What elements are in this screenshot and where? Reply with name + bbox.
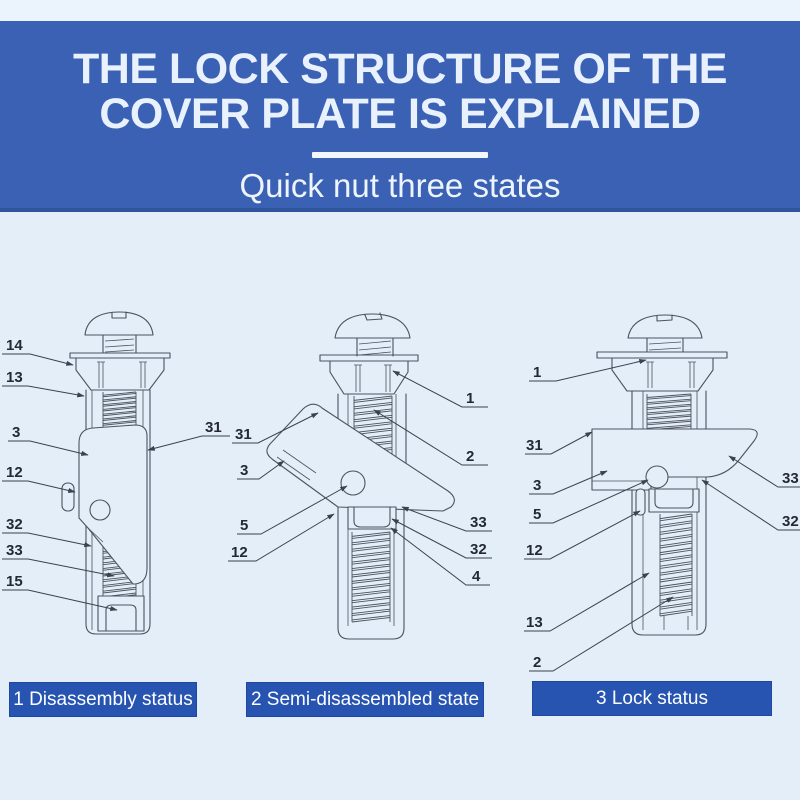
callout-label: 1 bbox=[466, 390, 475, 407]
page-title-line1: THE LOCK STRUCTURE OF THE bbox=[73, 45, 727, 93]
flange bbox=[76, 358, 164, 390]
page-subtitle: Quick nut three states bbox=[239, 167, 561, 205]
callout-label: 1 bbox=[533, 364, 542, 381]
page-title-line2: COVER PLATE IS EXPLAINED bbox=[99, 90, 701, 139]
pivot-hole bbox=[341, 471, 365, 495]
callout-label: 5 bbox=[533, 506, 542, 523]
diagram-lock-status bbox=[524, 315, 800, 671]
washer bbox=[320, 355, 418, 361]
diagram-semi-disassembled bbox=[228, 313, 492, 639]
callout-label: 12 bbox=[526, 542, 543, 559]
callout-label: 2 bbox=[533, 654, 542, 671]
callout-label: 5 bbox=[240, 517, 249, 534]
caption-text: 3 Lock status bbox=[596, 687, 708, 709]
pivot-hole bbox=[646, 466, 668, 488]
callout-label: 3 bbox=[12, 424, 21, 441]
caption-disassembly-status bbox=[9, 682, 197, 717]
screw-head bbox=[335, 313, 410, 338]
latch-pin bbox=[62, 483, 74, 511]
callout-label: 3 bbox=[240, 462, 249, 479]
callout-label: 31 bbox=[526, 437, 543, 454]
leader-line bbox=[148, 436, 230, 450]
callout-label: 31 bbox=[235, 426, 252, 443]
callout-label: 12 bbox=[231, 544, 248, 561]
screw-head bbox=[628, 315, 702, 338]
diagram-disassembly-status bbox=[2, 312, 230, 634]
lower-spring bbox=[660, 514, 692, 616]
callout-label: 12 bbox=[6, 464, 23, 481]
callout-label: 2 bbox=[466, 448, 475, 465]
callout-label: 15 bbox=[6, 573, 23, 590]
flange bbox=[612, 358, 713, 391]
pivot-hole bbox=[90, 500, 110, 520]
caption-semi-disassembled bbox=[246, 682, 484, 717]
caption-text: 2 Semi-disassembled state bbox=[250, 688, 480, 710]
leader-line bbox=[529, 360, 646, 381]
callout-label: 32 bbox=[6, 516, 23, 533]
callout-label: 33 bbox=[782, 470, 799, 487]
bottom-bracket bbox=[98, 596, 144, 631]
callout-label: 14 bbox=[6, 337, 23, 354]
callout-label: 31 bbox=[205, 419, 222, 436]
screw-head bbox=[85, 312, 153, 335]
lower-spring bbox=[352, 532, 390, 622]
wing-plate bbox=[267, 404, 454, 511]
washer bbox=[70, 353, 170, 358]
callout-label: 33 bbox=[6, 542, 23, 559]
wing-plate bbox=[79, 425, 147, 584]
leader-line bbox=[524, 573, 649, 631]
callout-label: 32 bbox=[470, 541, 487, 558]
leader-line bbox=[2, 386, 84, 396]
callout-label: 3 bbox=[533, 477, 542, 494]
leader-line bbox=[2, 354, 73, 365]
latch-pin bbox=[636, 489, 645, 515]
caption-lock-status bbox=[532, 681, 772, 716]
upper-spring bbox=[103, 392, 136, 430]
callout-label: 33 bbox=[470, 514, 487, 531]
callout-label: 13 bbox=[526, 614, 543, 631]
leader-line bbox=[529, 597, 673, 671]
washer bbox=[597, 352, 727, 358]
upper-spring bbox=[647, 394, 691, 430]
callout-label: 32 bbox=[782, 513, 799, 530]
callout-label: 13 bbox=[6, 369, 23, 386]
leader-line bbox=[8, 441, 88, 455]
callout-label: 4 bbox=[472, 568, 481, 585]
caption-text: 1 Disassembly status bbox=[13, 688, 193, 710]
flange bbox=[330, 361, 408, 394]
